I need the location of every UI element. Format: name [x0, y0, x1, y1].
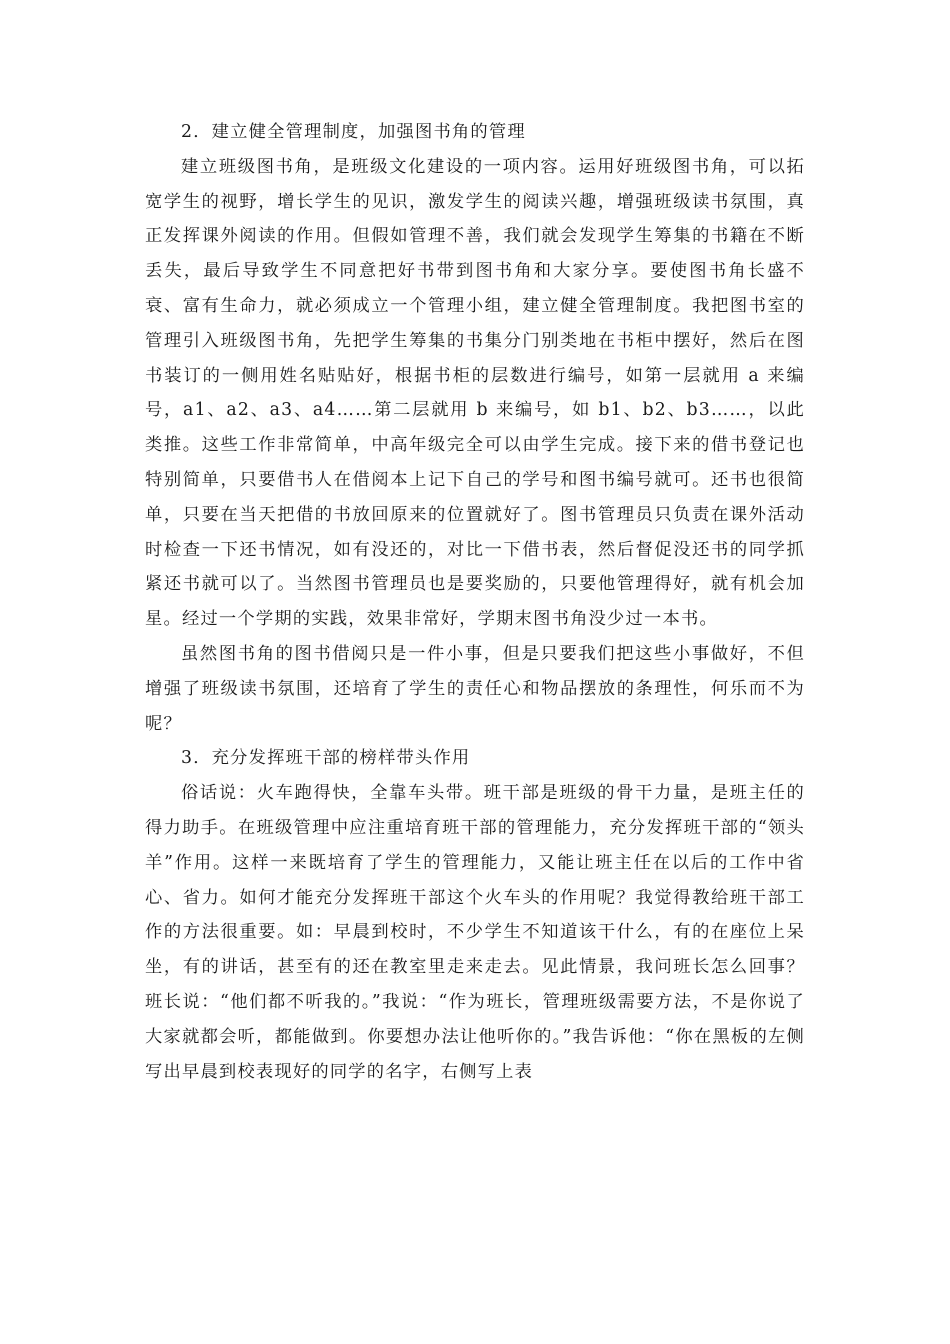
paragraph-library-conclusion: 虽然图书角的图书借阅只是一件小事，但是只要我们把这些小事做好，不但增强了班级读书氛围，还培育了学生的责任心和物品摆放的条理性，何乐而不为呢？	[145, 643, 805, 734]
paragraph-library-management: 建立班级图书角，是班级文化建设的一项内容。运用好班级图书角，可以拓宽学生的视野，增长学生的见识，激发学生的阅读兴趣，增强班级读书氛围，真正发挥课外阅读的作用。但假如管理不善，我们就会发现学生筹集的书籍在不断丢失，最后导致学生不同意把好书带到图书角和大家分享。要使图书角长盛不衰、富有生命力，就必须成立一个管理小组，建立健全管理制度。我把图书室的管理引入班级图书角，先把学生筹集的书集分门别类地在书柜中摆好，然后在图书装订的一侧用姓名贴贴好，根据书柜的层数进行编号，如第一层就用 a 来编号，a1、a2、a3、a4……第二层就用 b 来编号，如 b1、b2、b3……，以此类推。这些工作非常简单，中高年级完全可以由学生完成。接下来的借书登记也特别简单，只要借书人在借阅本上记下自己的学号和图书编号就可。还书也很简单，只要在当天把借的书放回原来的位置就好了。图书管理员只负责在课外活动时检查一下还书情况，如有没还的，对比一下借书表，然后督促没还书的同学抓紧还书就可以了。当然图书管理员也是要奖励的，只要他管理得好，就有机会加星。经过一个学期的实践，效果非常好，学期末图书角没少过一本书。	[145, 156, 805, 630]
document-page	[145, 115, 805, 1089]
section-heading-library-corner: 2．建立健全管理制度，加强图书角的管理	[181, 122, 526, 142]
paragraph-class-cadres: 俗话说：火车跑得快，全靠车头带。班干部是班级的骨干力量，是班主任的得力助手。在班级管理中应注重培育班干部的管理能力，充分发挥班干部的“领头羊”作用。这样一来既培育了学生的管理能力，又能让班主任在以后的工作中省心、省力。如何才能充分发挥班干部这个火车头的作用呢？我觉得教给班干部工作的方法很重要。如：早晨到校时，不少学生不知道该干什么，有的在座位上呆坐，有的讲话，甚至有的还在教室里走来走去。见此情景，我问班长怎么回事？班长说：“他们都不听我的。”我说：“作为班长，管理班级需要方法，不是你说了大家就都会听，都能做到。你要想办法让他听你的。”我告诉他：“你在黑板的左侧写出早晨到校表现好的同学的名字，右侧写上表	[145, 783, 805, 1082]
section-heading-class-cadres: 3．充分发挥班干部的榜样带头作用	[181, 748, 471, 769]
